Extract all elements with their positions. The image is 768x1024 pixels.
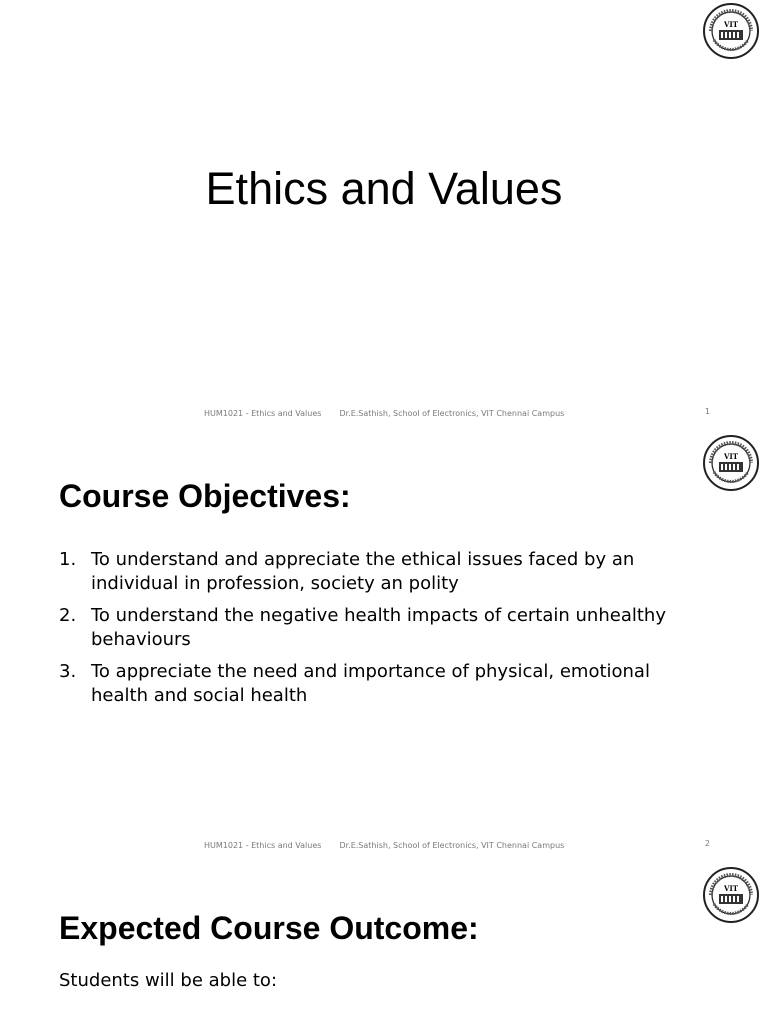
objectives-list <box>59 548 699 716</box>
slide-heading: Expected Course Outcome: <box>59 910 479 946</box>
svg-text:VIT: VIT <box>724 20 738 29</box>
footer-course: HUM1021 - Ethics and Values <box>204 409 322 418</box>
page-number: 1 <box>704 407 710 416</box>
footer-author: Dr.E.Sathish, School of Electronics, VIT Chennai Campus <box>339 409 565 418</box>
list-item <box>59 660 699 708</box>
slide-footer <box>204 841 564 850</box>
svg-text:VIT: VIT <box>724 452 738 461</box>
slide-1 <box>0 0 768 432</box>
item-number: 3. <box>59 661 77 682</box>
list-item <box>59 548 699 596</box>
slide-footer <box>204 409 564 418</box>
item-text: To understand the negative health impacts of certain unhealthy behaviours <box>91 605 666 650</box>
item-text: To understand and appreciate the ethical issues faced by an individual in profession, society an polity <box>91 549 635 594</box>
footer-course: HUM1021 - Ethics and Values <box>204 841 322 850</box>
page-number: 2 <box>704 839 710 848</box>
vit-logo-icon <box>702 434 760 492</box>
footer-author: Dr.E.Sathish, School of Electronics, VIT Chennai Campus <box>339 841 565 850</box>
slide-3 <box>0 864 768 1024</box>
intro-text: Students will be able to: <box>59 970 278 991</box>
svg-text:VIT: VIT <box>724 884 738 893</box>
item-number: 2. <box>59 605 77 626</box>
item-number: 1. <box>59 549 77 570</box>
vit-logo-icon <box>702 866 760 924</box>
list-item <box>59 604 699 652</box>
item-text: To appreciate the need and importance of physical, emotional health and social health <box>91 661 650 706</box>
slide-heading: Course Objectives: <box>59 478 351 514</box>
vit-logo-icon <box>702 2 760 60</box>
slide-2 <box>0 432 768 864</box>
slide-title: Ethics and Values <box>205 163 563 214</box>
